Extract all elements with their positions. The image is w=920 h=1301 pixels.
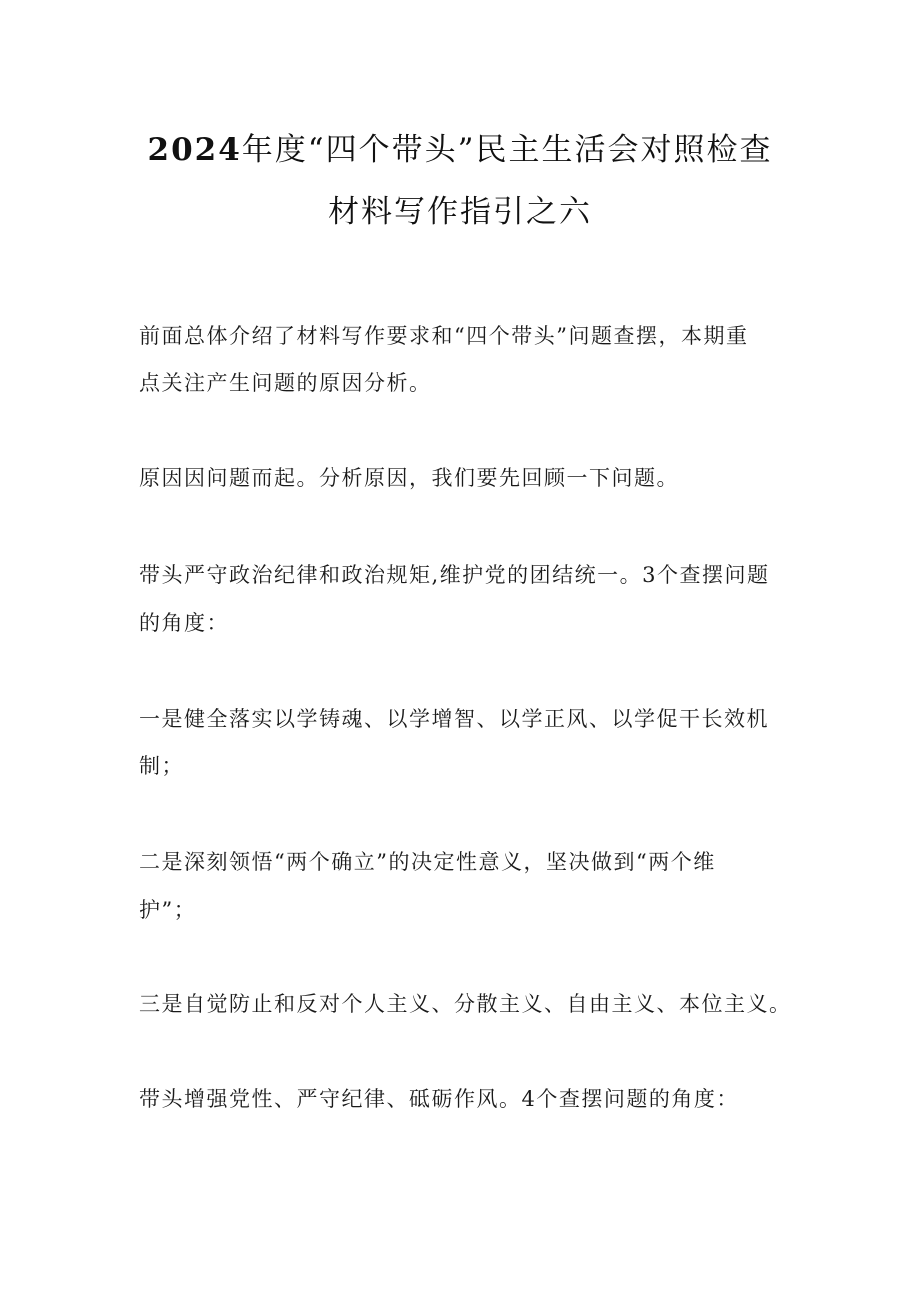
paragraph-7-line-1: 带头增强党性、严守纪律、砥砺作风。4个查摆问题的角度： (139, 1087, 739, 1111)
paragraph-5-line-1: 二是深刻领悟“两个确立”的决定性意义，坚决做到“两个维 (139, 850, 716, 874)
title-year: 2024 (147, 132, 242, 168)
paragraph-5-line-2: 护”； (139, 898, 197, 922)
document-title-line-1 (0, 131, 920, 169)
paragraph-2-line-1: 原因因问题而起。分析原因，我们要先回顾一下问题。 (139, 466, 679, 490)
paragraph-6-line-1: 三是自觉防止和反对个人主义、分散主义、自由主义、本位主义。 (139, 992, 792, 1016)
paragraph-1-line-2: 点关注产生问题的原因分析。 (139, 371, 432, 395)
paragraph-3-line-2: 的角度： (139, 611, 229, 635)
document-title-line-2: 材料写作指引之六 (328, 194, 592, 230)
paragraph-1-line-1: 前面总体介绍了材料写作要求和“四个带头”问题查摆，本期重 (139, 324, 749, 348)
paragraph-4-line-1: 一是健全落实以学铸魂、以学增智、以学正风、以学促干长效机 (139, 707, 769, 731)
paragraph-4-line-2: 制； (139, 754, 184, 778)
paragraph-3-line-1: 带头严守政治纪律和政治规矩,维护党的团结统一。3个查摆问题 (139, 563, 770, 587)
title-line-1-text: 年度“四个带头”民主生活会对照检查 (241, 132, 773, 168)
